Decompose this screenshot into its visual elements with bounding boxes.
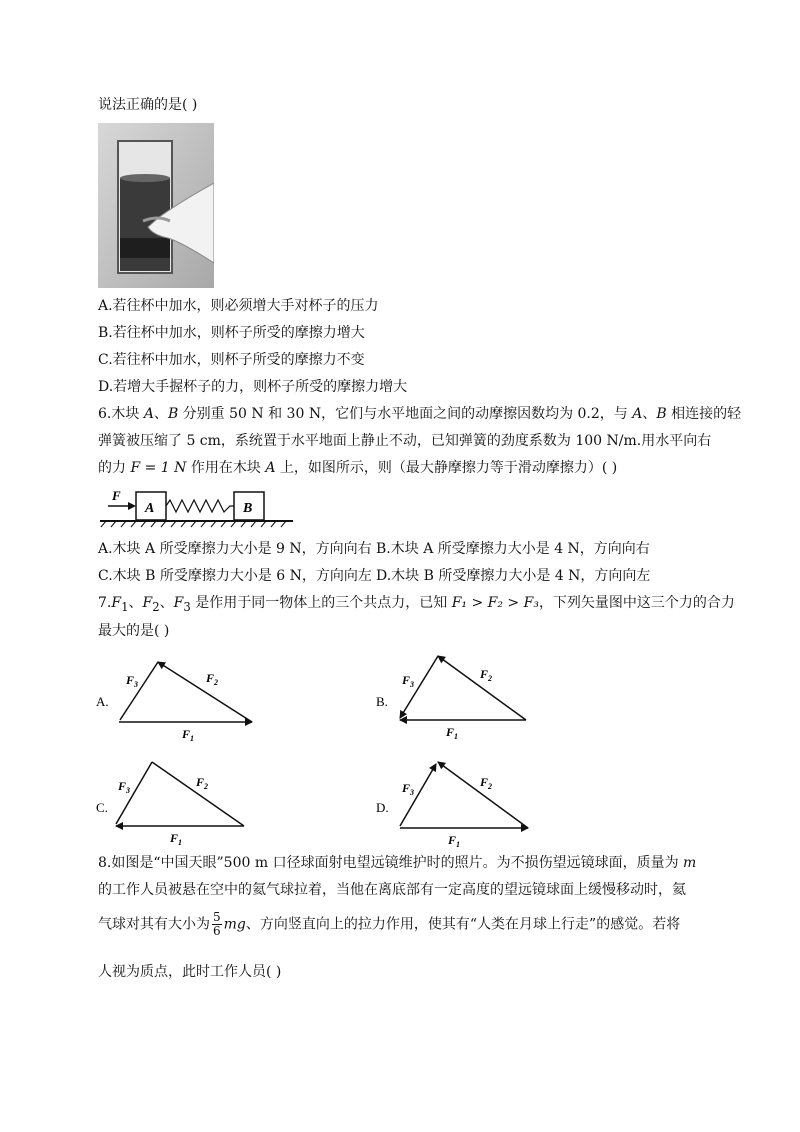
q7-line1-b: 是作用于同一物体上的三个共点力，已知 [190, 595, 452, 611]
q7-f3: F [173, 595, 184, 611]
svg-text:F3 [401, 673, 414, 689]
vector-figure-c [96, 762, 244, 847]
fig-c-f2-sub: 2 [204, 782, 209, 791]
q7-line2: 最大的是( ) [98, 623, 170, 639]
q8-line3 [98, 911, 680, 938]
q6-line3 [98, 458, 617, 478]
block-b-label: B [243, 501, 253, 516]
svg-text:F3 [125, 673, 138, 689]
fig-a-f2: F [206, 671, 215, 685]
fig-a-f3-sub: 3 [134, 680, 139, 689]
figure-c-label: C. [96, 800, 108, 815]
q6-var-a3: A [265, 460, 276, 476]
q7-f1: F [111, 595, 122, 611]
svg-text:F1 [181, 727, 194, 743]
q6-option-c: C.木块 B 所受摩擦力大小是 6 N，方向向左 [98, 568, 372, 584]
fig-d-f3-sub: 3 [410, 788, 415, 797]
fig-c-f1-sub: 1 [178, 838, 183, 847]
q6-var-a2: A [632, 406, 643, 422]
fig-c-f1: F [170, 831, 179, 845]
q7-line1-c: ，下列矢量图中这三个力的合力 [538, 595, 735, 611]
q5-option-a: A.若往杯中加水，则必须增大手对杯子的压力 [98, 298, 379, 314]
fig-d-f2-sub: 2 [488, 782, 493, 791]
vector-figure-b [376, 656, 526, 741]
fig-c-f2: F [196, 775, 205, 789]
svg-text:F1 [445, 725, 458, 741]
spring-block-figure [98, 486, 298, 528]
fig-b-f1-sub: 1 [454, 732, 459, 741]
q8-frac-den: 6 [213, 924, 221, 938]
figure-b-label: B. [376, 694, 388, 709]
q5-option-d: D.若增大手握杯子的力，则杯子所受的摩擦力增大 [98, 379, 408, 395]
q8-fraction [212, 911, 222, 938]
fig-d-f2: F [480, 775, 489, 789]
q6-line3-a: 的力 [98, 460, 131, 476]
q6-line1-a: 6.木块 [98, 406, 144, 422]
q8-line4: 人视为质点，此时工作人员( ) [98, 964, 282, 980]
q7-vector-figures [92, 650, 712, 850]
fig-b-f2-sub: 2 [488, 674, 493, 683]
svg-text:F1 [447, 833, 460, 849]
q8-line1-a: 8.如图是“中国天眼”500 m 口径球面射电望远镜维护时的照片。为不损伤望远镜球面，质量为 [98, 855, 684, 871]
fig-d-f1: F [448, 833, 457, 847]
q6-line2: 弹簧被压缩了 5 cm，系统置于水平地面上静止不动，已知弹簧的劲度系数为 100 N/m.用水平向右 [98, 433, 712, 449]
spring [166, 500, 234, 512]
q6-var-a: A [143, 406, 154, 422]
block-a-label: A [145, 501, 155, 516]
vector-figure-a [96, 662, 252, 743]
vector-figure-d [376, 762, 528, 849]
q5-option-c: C.若往杯中加水，则杯子所受的摩擦力不变 [98, 352, 365, 368]
q7-sep1: 、 [128, 595, 143, 611]
q6-line1-c: 相连接的轻 [666, 406, 742, 422]
q6-option-a: A.木块 A 所受摩擦力大小是 9 N，方向向右 [98, 541, 372, 557]
q6-var-b: B [167, 406, 179, 422]
fig-c-f3: F [118, 779, 127, 793]
fig-a-f1-sub: 1 [190, 734, 195, 743]
q6-option-b: B.木块 A 所受摩擦力大小是 4 N，方向向右 [376, 541, 650, 557]
force-label: F [112, 488, 121, 503]
q6-force-eq: F = 1 N [130, 460, 187, 476]
svg-text:F1 [169, 831, 182, 847]
q5-stem-tail: 说法正确的是( ) [98, 97, 198, 113]
q6-line3-c: 上，如图所示，则（最大静摩擦力等于滑动摩擦力）( ) [275, 460, 618, 476]
q6-line1-b: 分别重 50 N 和 30 N，它们与水平地面之间的动摩擦因数均为 0.2，与 [178, 406, 633, 422]
q6-sep: 、 [153, 406, 168, 422]
cup-photo [98, 123, 214, 288]
q7-f2: F [142, 595, 153, 611]
fig-a-f1: F [182, 727, 191, 741]
fig-b-f3: F [402, 673, 411, 687]
svg-text:F2 [205, 671, 218, 687]
q7-f1-sub: 1 [121, 599, 129, 614]
svg-text:F3 [401, 781, 414, 797]
q7-line1-a: 7. [98, 595, 112, 611]
q6-option-d: D.木块 B 所受摩擦力大小是 4 N，方向向左 [376, 568, 651, 584]
fig-d-f3: F [402, 781, 411, 795]
fig-a-f2-sub: 2 [214, 678, 219, 687]
svg-text:F2 [479, 775, 492, 791]
q7-inequality: F₁ > F₂ > F₃ [451, 595, 539, 611]
fig-d-f1-sub: 1 [456, 840, 461, 849]
q8-line1 [98, 853, 696, 873]
q7-f2-sub: 2 [152, 599, 160, 614]
q8-frac-num: 5 [213, 910, 221, 924]
fig-b-f1: F [446, 725, 455, 739]
svg-text:F2 [479, 667, 492, 683]
figure-a-label: A. [96, 694, 109, 709]
fig-b-f3-sub: 3 [410, 680, 415, 689]
q8-line3-b: 、方向竖直向上的拉力作用，使其有“人类在月球上行走”的感觉。若将 [245, 916, 681, 933]
q8-line2: 的工作人员被悬在空中的氦气球拉着，当他在离底部有一定高度的望远镜球面上缓慢移动时，氦 [98, 882, 686, 898]
q7-f3-sub: 3 [183, 599, 191, 614]
q8-mass-var: m [683, 855, 697, 871]
q8-line3-a: 气球对其有大小为 [98, 916, 210, 933]
q5-option-b: B.若往杯中加水，则杯子所受的摩擦力增大 [98, 325, 365, 341]
svg-text:F2 [195, 775, 208, 791]
q8-mg: mg [223, 916, 246, 933]
fig-c-f3-sub: 3 [126, 786, 131, 795]
q6-line1 [98, 404, 741, 424]
fig-b-f2: F [480, 667, 489, 681]
q6-line3-b: 作用在木块 [186, 460, 266, 476]
figure-d-label: D. [376, 800, 389, 815]
q7-sep2: 、 [159, 595, 174, 611]
svg-text:F3 [117, 779, 130, 795]
q7-line1 [98, 593, 735, 617]
fig-a-f3: F [126, 673, 135, 687]
q6-sep2: 、 [642, 406, 657, 422]
q6-var-b2: B [656, 406, 667, 422]
